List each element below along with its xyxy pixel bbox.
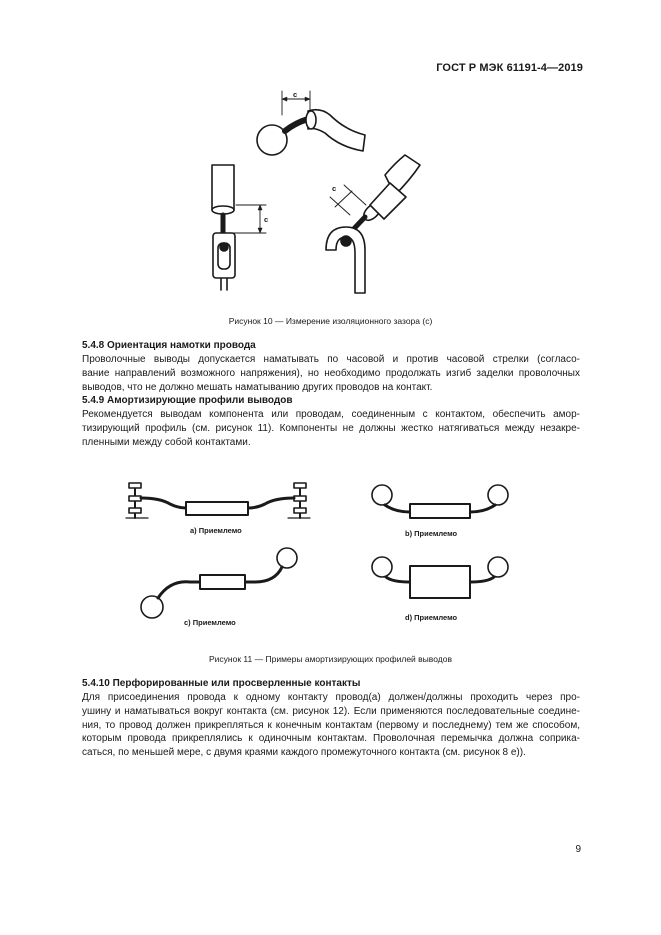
section-5-4-10-title: 5.4.10 Перфорированные или просверленные контакты	[82, 678, 361, 689]
figure-11-label-b: b) Приемлемо	[405, 529, 458, 538]
section-5-4-8-line: выводов, что не должно мешать наматыванию других проводов на контакт.	[82, 381, 433, 393]
figure-10-caption: Рисунок 10 — Измерение изоляционного зазора (с)	[228, 316, 433, 326]
figure-10-label-c-top: c	[293, 90, 298, 99]
figure-11-label-d: d) Приемлемо	[405, 613, 458, 622]
section-5-4-8-title: 5.4.8 Ориентация намотки провода	[82, 340, 256, 351]
figure-11-d-drawing	[372, 557, 508, 598]
figure-11-illustration	[120, 470, 520, 640]
figure-11-label-c: c) Приемлемо	[184, 618, 236, 627]
figure-10-label-c-left: c	[264, 215, 269, 224]
section-5-4-10-line: которым провода прикреплялись к одиночным контактам. Проволочная перемычка должна соприка-	[82, 733, 580, 745]
figure-11-caption: Рисунок 11 — Примеры амортизирующих профилей выводов	[209, 654, 452, 664]
figure-10-label-c-right: c	[332, 184, 337, 193]
section-5-4-10-text	[82, 691, 580, 760]
section-5-4-9-title: 5.4.9 Амортизирующие профили выводов	[82, 395, 293, 406]
figure-11-a-drawing	[126, 483, 310, 518]
section-5-4-10-line: ушину и наматываться вокруг контакта (см. рисунок 12). Если применяются последовательные соедине-	[82, 705, 580, 717]
section-5-4-9-line: пленными между собой контактами.	[82, 436, 251, 448]
figure-11-b-drawing	[372, 485, 508, 518]
section-5-4-8-line: Проволочные выводы допускается наматывать по часовой и против часовой стрелки (согласо-	[82, 354, 580, 365]
figure-11-c-drawing	[141, 548, 297, 618]
figure-10-illustration	[200, 85, 460, 305]
standard-id-header: ГОСТ Р МЭК 61191-4—2019	[436, 62, 583, 74]
section-5-4-10-line: ния, то провод должен прикрепляться к конечным контактам (первому и последнему) тем же способом,	[82, 719, 580, 731]
figure-11-label-a: a) Приемлемо	[190, 526, 242, 535]
page-number: 9	[575, 844, 581, 855]
section-5-4-9-line: Рекомендуется выводам компонента или проводам, соединенным с контактом, обеспечить амор-	[82, 409, 580, 420]
section-5-4-10-line: Для присоединения провода к одному контакту провод(а) должен/должны проходить через про-	[82, 692, 580, 703]
section-5-4-9-line: тизирующий профиль (см. рисунок 11). Компоненты не должны жестко натягиваться между незакре-	[82, 422, 580, 434]
section-5-4-8-text	[82, 353, 580, 394]
section-5-4-10-line: саться, по меньшей мере, с двумя краями каждого промежуточного контакта (см. рисунок 8 е)).	[82, 747, 526, 759]
section-5-4-9-text	[82, 408, 580, 449]
section-5-4-8-line: вание направлений возможного напряжения), но необходимо продолжать изгиб заделки проволочных	[82, 367, 580, 379]
